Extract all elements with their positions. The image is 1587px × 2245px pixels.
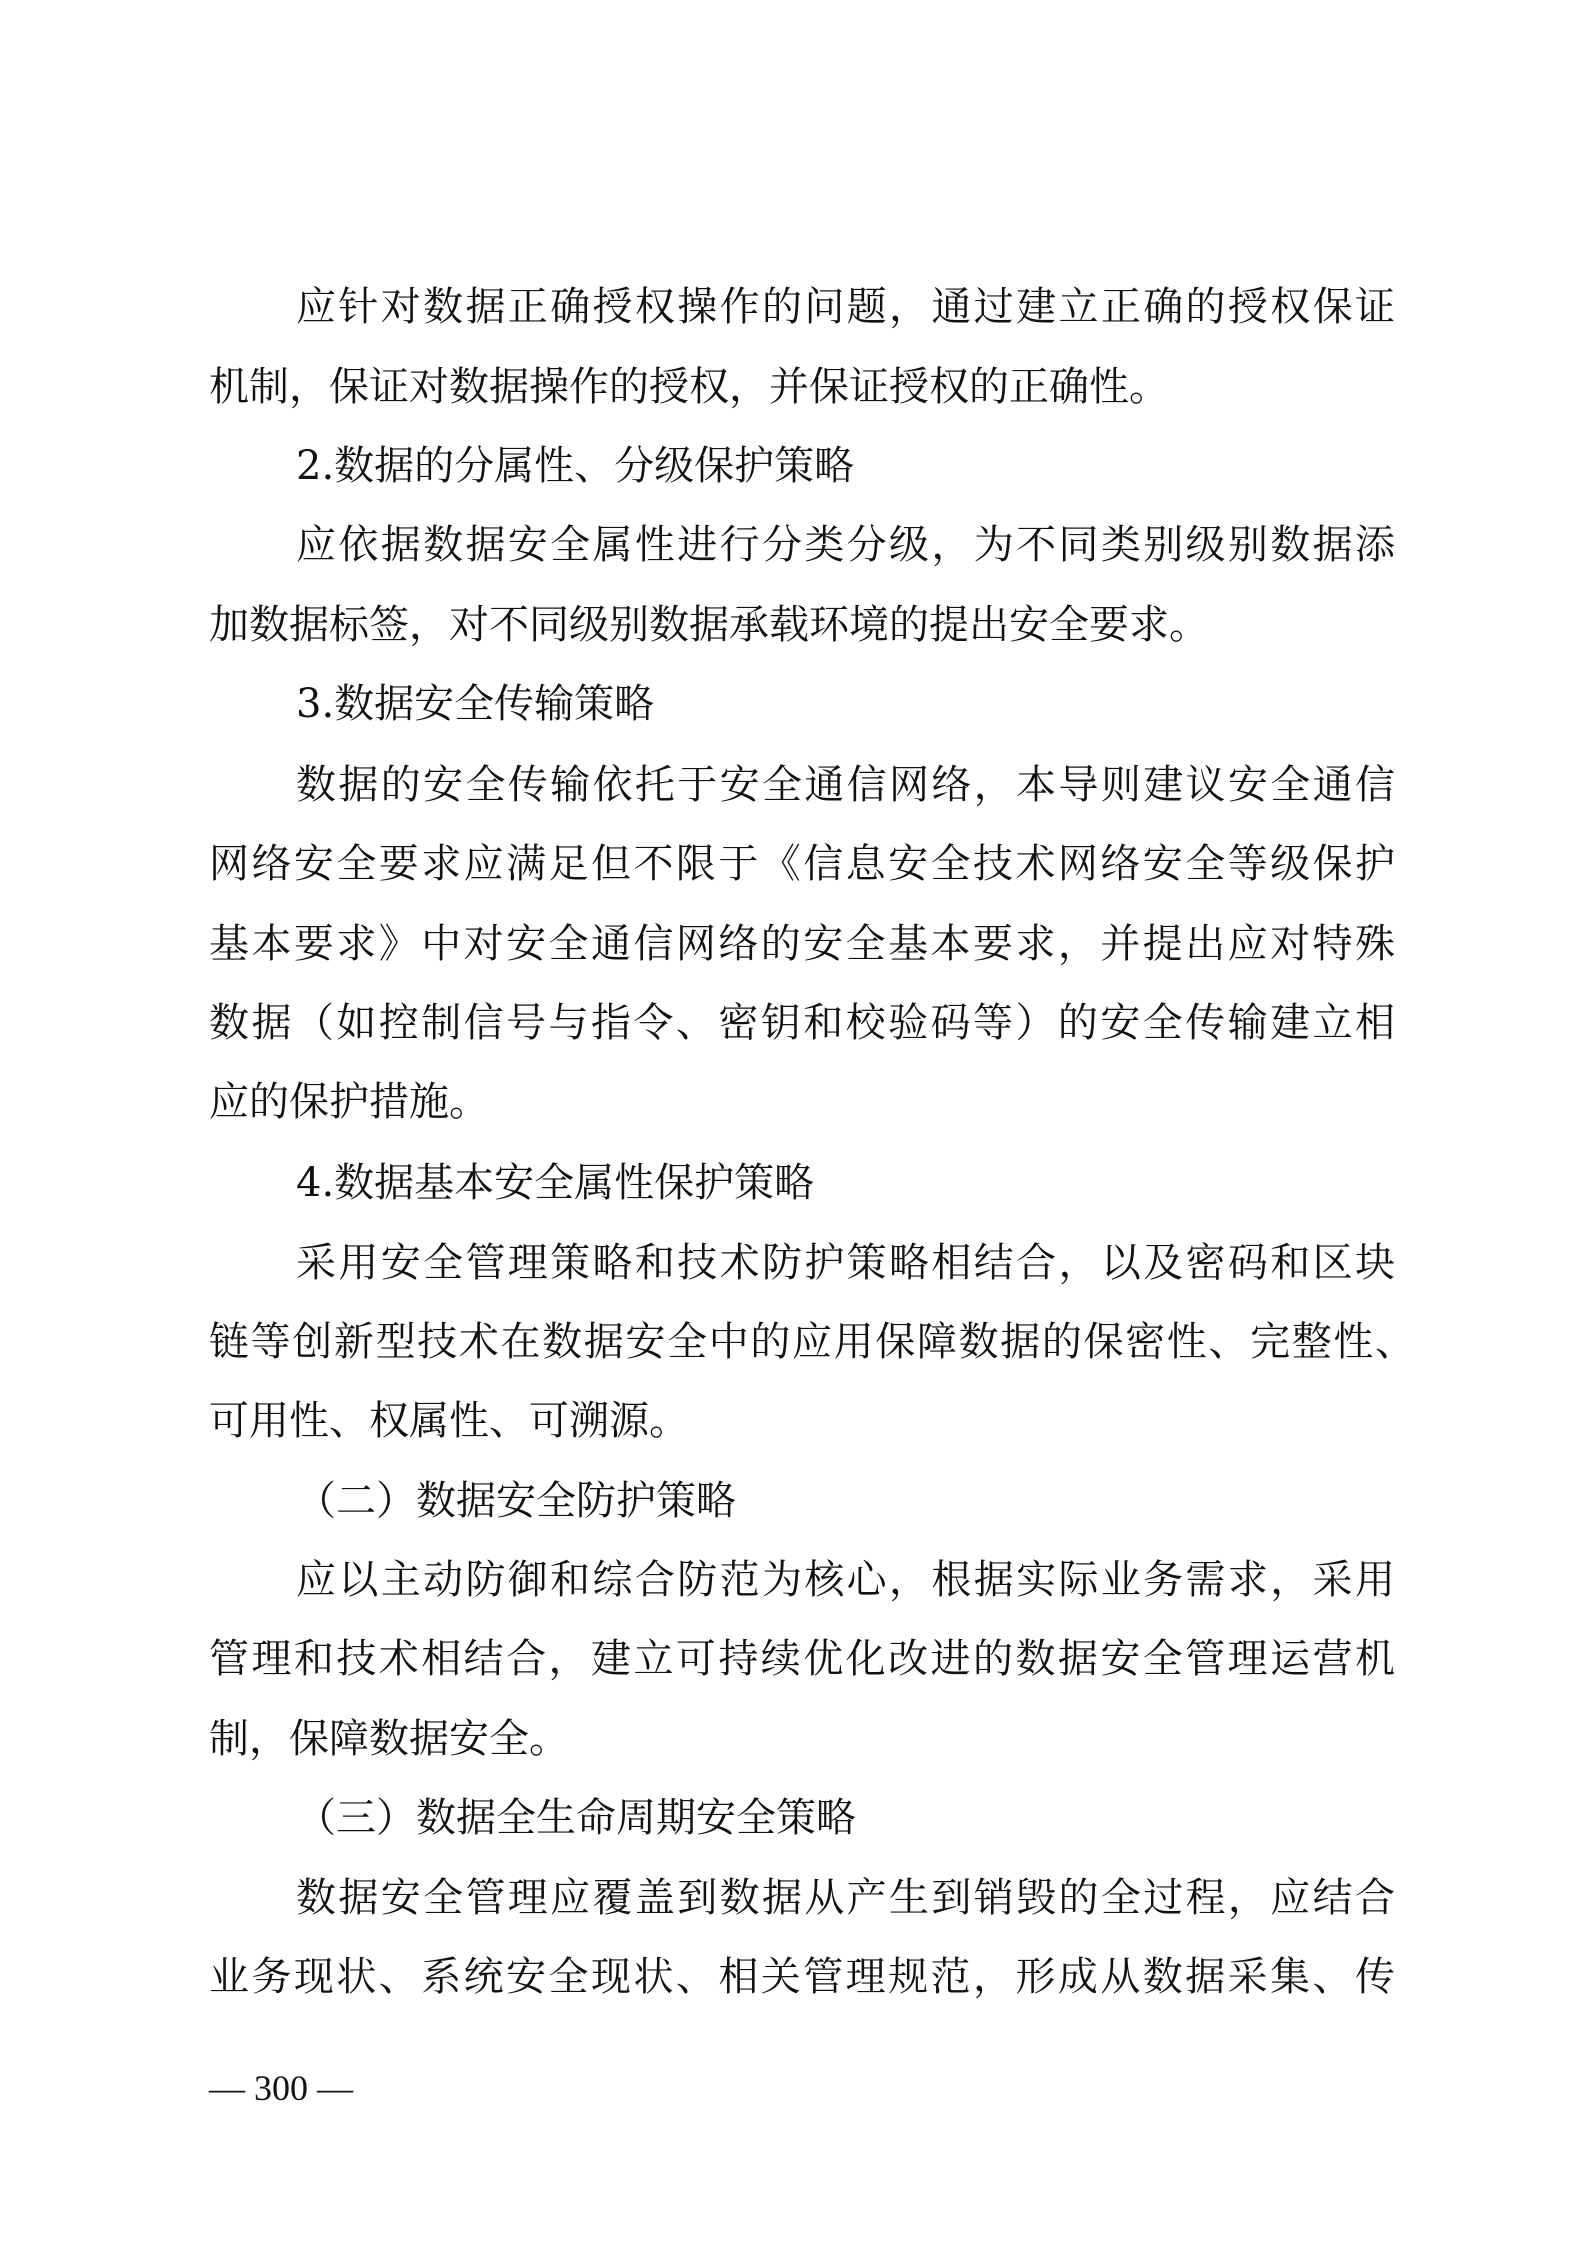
paragraph-line: 应以主动防御和综合防范为核心，根据实际业务需求，采用 [296,1557,1395,1603]
paragraph-line: 数据（如控制信号与指令、密钥和校验码等）的安全传输建立相 [209,1000,1395,1046]
section-heading: （二）数据安全防护策略 [296,1478,736,1524]
paragraph-line: 应的保护措施。 [209,1079,489,1125]
page-number: — 300 — [209,2068,353,2108]
paragraph-line: 机制，保证对数据操作的授权，并保证授权的正确性。 [209,364,1169,410]
section-heading: 2.数据的分属性、分级保护策略 [296,443,855,489]
paragraph-line: 制，保障数据安全。 [209,1716,569,1762]
paragraph-line: 数据安全管理应覆盖到数据从产生到销毁的全过程，应结合 [296,1875,1395,1921]
paragraph-line: 加数据标签，对不同级别数据承载环境的提出安全要求。 [209,602,1209,648]
paragraph-line: 网络安全要求应满足但不限于《信息安全技术网络安全等级保护 [209,841,1395,887]
section-heading: 4.数据基本安全属性保护策略 [296,1160,815,1206]
paragraph-line: 数据的安全传输依托于安全通信网络，本导则建议安全通信 [296,762,1395,808]
paragraph-line: 管理和技术相结合，建立可持续优化改进的数据安全管理运营机 [209,1636,1395,1682]
section-heading: 3.数据安全传输策略 [296,681,655,727]
paragraph-line: 基本要求》中对安全通信网络的安全基本要求，并提出应对特殊 [209,921,1395,967]
paragraph-line: 业务现状、系统安全现状、相关管理规范，形成从数据采集、传 [209,1954,1395,2000]
section-heading: （三）数据全生命周期安全策略 [296,1795,856,1841]
paragraph-line: 可用性、权属性、可溯源。 [209,1398,689,1444]
paragraph-line: 链等创新型技术在数据安全中的应用保障数据的保密性、完整性、 [209,1319,1415,1365]
paragraph-line: 应针对数据正确授权操作的问题，通过建立正确的授权保证 [296,284,1395,330]
paragraph-line: 应依据数据安全属性进行分类分级，为不同类别级别数据添 [296,522,1395,568]
paragraph-line: 采用安全管理策略和技术防护策略相结合，以及密码和区块 [296,1240,1395,1286]
